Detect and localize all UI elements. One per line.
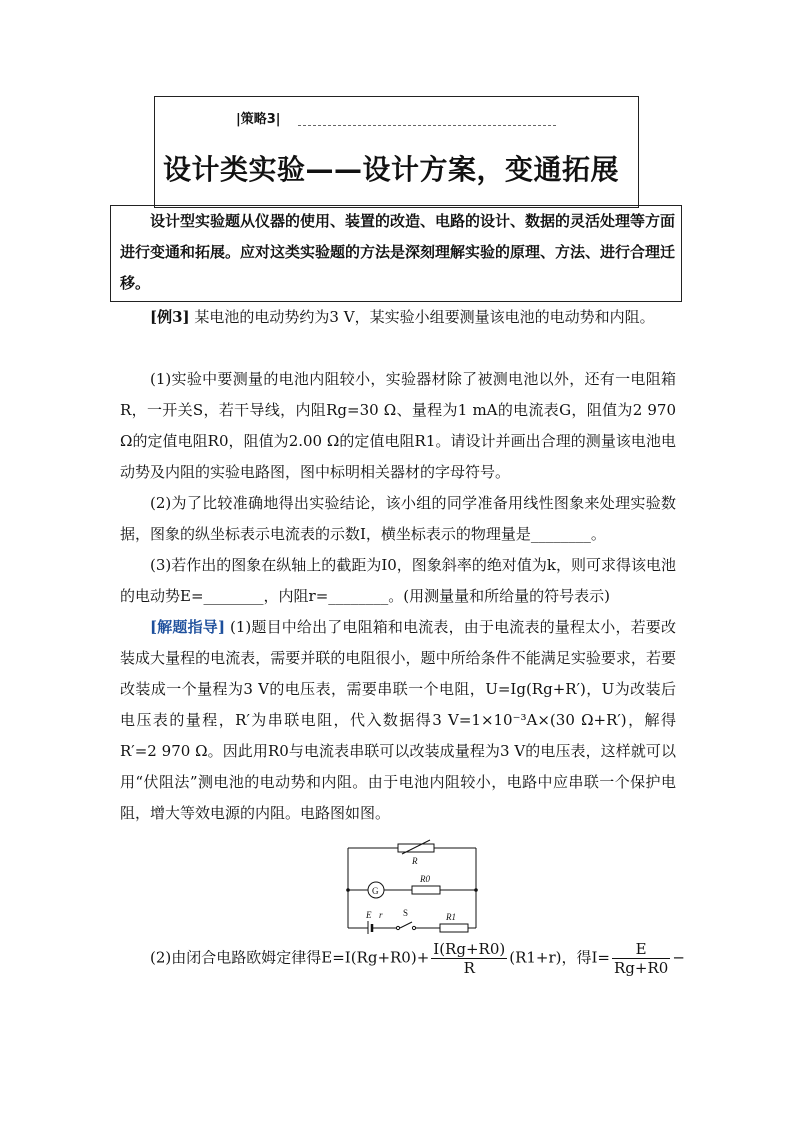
- question-3: (3)若作出的图象在纵轴上的截距为I0，图象斜率的绝对值为k，则可求得该电池的电动势E=________，内阻r=________。(用测量量和所给量的符号表示): [120, 556, 676, 605]
- circuit-diagram: [336, 838, 486, 934]
- equation-fraction-1: [431, 940, 507, 977]
- question-1: (1)实验中要测量的电池内阻较小，实验器材除了被测电池以外，还有一电阻箱R，一开关S，若干导线，内阻Rg=30 Ω、量程为1 mA的电流表G，阻值为2 970 Ω的定值电阻R0，阻值为2.00 Ω的定值电阻R1。请设计并画出合理的测量该电池电动势及内阻的实验电路图，图中标明相关器材的字母符号。: [120, 370, 676, 481]
- equation-middle: (R1+r)，得I=: [509, 948, 610, 967]
- fraction-2-numerator: E: [612, 940, 670, 959]
- equation-prefix: (2)由闭合电路欧姆定律得E=I(Rg+R0)+: [150, 948, 430, 967]
- label-R: R: [412, 856, 418, 866]
- fraction-1-numerator: I(Rg+R0): [433, 940, 506, 958]
- tag-dashed-rule: [298, 125, 556, 126]
- fraction-1-denominator: R: [463, 959, 475, 977]
- strategy-tag: |策略3|: [236, 112, 281, 127]
- intro-text: 设计型实验题从仪器的使用、装置的改造、电路的设计、数据的灵活处理等方面进行变通和拓展。应对这类实验题的方法是深刻理解实验的原理、方法、进行合理迁移。: [120, 212, 676, 292]
- label-r: r: [379, 910, 383, 920]
- equation-end: −: [672, 948, 685, 967]
- equation-fraction-2: [612, 940, 670, 977]
- label-R1: R1: [446, 912, 456, 922]
- question-2: (2)为了比较准确地得出实验结论，该小组的同学准备用线性图象来处理实验数据，图象的纵坐标表示电流表的示数I，横坐标表示的物理量是________。: [120, 494, 676, 543]
- example-stem-text: 某电池的电动势约为3 V，某实验小组要测量该电池的电动势和内阻。: [194, 308, 655, 326]
- label-E: E: [366, 910, 372, 920]
- page-title: 设计类实验——设计方案，变通拓展: [163, 153, 620, 186]
- label-G: G: [372, 886, 379, 896]
- fraction-2-denominator: Rg+R0: [614, 959, 669, 977]
- equation-line: [150, 940, 685, 977]
- label-R0: R0: [420, 874, 430, 884]
- example-label: [例3]: [150, 308, 190, 326]
- example-stem: [120, 302, 676, 333]
- solution-text: (1)题目中给出了电阻箱和电流表，由于电流表的量程太小，若要改装成大量程的电流表，需要并联的电阻很小，题中所给条件不能满足实验要求，若要改装成一个量程为3 V的电压表，需要串联一个电阻，U=Ig(Rg+R′)，U为改装后电压表的量程，R′为串联电阻，代入数据得3 V=1×10⁻³A×(30 Ω+R′)，解得R′=2 970 Ω。因此用R0与电流表串联可以改装成量程为3 V的电压表，这样就可以用“伏阻法”测电池的电动势和内阻。由于电池内阻较小，电路中应串联一个保护电阻，增大等效电源的内阻。电路图如图。: [120, 618, 676, 822]
- solution-label: [解题指导]: [150, 618, 226, 636]
- solution-paragraph: [120, 612, 676, 829]
- label-S: S: [403, 908, 409, 918]
